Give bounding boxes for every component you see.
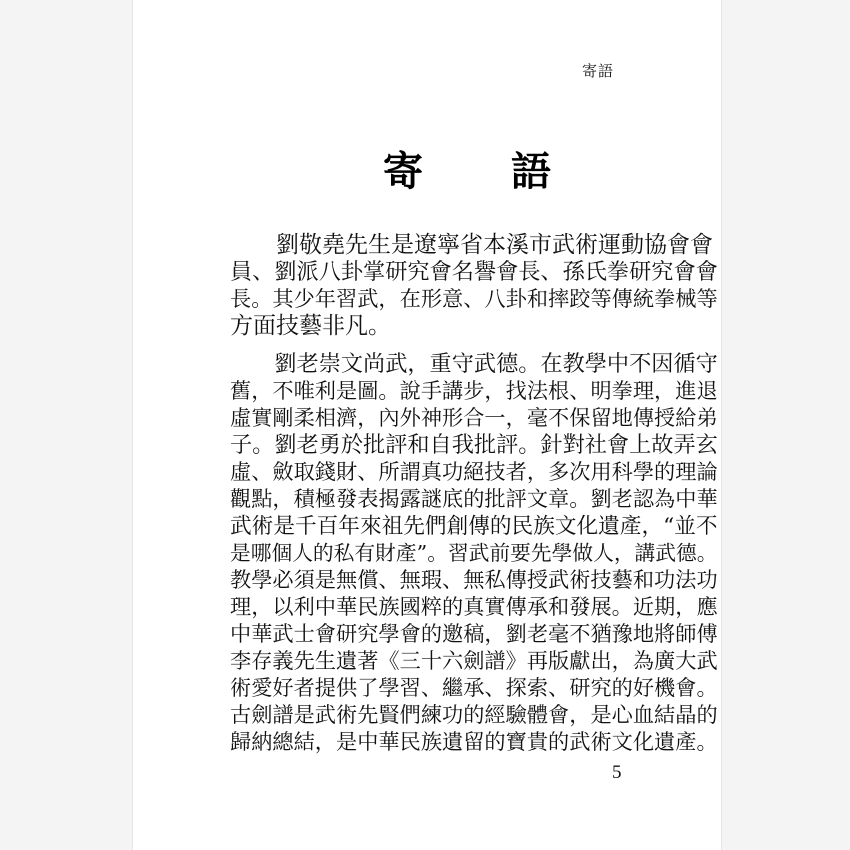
page-number: 5 <box>612 762 622 783</box>
paragraph-2-line-8: 是哪個人的私有財產”。習武前要先學做人，講武德。 <box>230 541 718 565</box>
paragraph-2-line-12: 李存義先生遺著《三十六劍譜》再版獻出，為廣大武 <box>230 649 718 674</box>
paragraph-1-line-1: 劉敬堯先生是遼寧省本溪市武術運動協會會 <box>230 232 713 258</box>
paragraph-1-line-4: 方面技藝非凡。 <box>230 313 391 339</box>
paragraph-2-line-7: 武術是千百年來祖先們創傳的民族文化遺產，“並不 <box>230 514 718 539</box>
paragraph-1-line-2: 員、劉派八卦掌研究會名譽會長、孫氏拳研究會會 <box>230 259 718 285</box>
paragraph-2-line-10: 理，以利中華民族國粹的真實傳承和發展。近期，應 <box>230 595 718 620</box>
paragraph-2-line-9: 教學必須是無償、無瑕、無私傳授武術技藝和功法功 <box>230 568 718 593</box>
page-title: 寄 語 <box>383 148 575 195</box>
paragraph-2-line-1: 劉老崇文尚武，重守武德。在教學中不因循守 <box>230 351 718 377</box>
running-head: 寄語 <box>582 62 615 80</box>
paragraph-2-line-5: 虛、斂取錢財、所謂真功絕技者，多次用科學的理論 <box>230 460 718 485</box>
paragraph-2-line-3: 虛實剛柔相濟，內外神形合一，毫不保留地傳授給弟 <box>230 406 718 431</box>
paragraph-1-line-3: 長。其少年習武，在形意、八卦和摔跤等傳統拳械等 <box>230 287 718 312</box>
paragraph-2-line-13: 術愛好者提供了學習、繼承、探索、研究的好機會。 <box>230 676 718 701</box>
paragraph-2-line-2: 舊，不唯利是圖。說手講步，找法根、明拳理，進退 <box>230 379 718 404</box>
paragraph-2-line-14: 古劍譜是武術先賢們練功的經驗體會，是心血結晶的 <box>230 703 718 728</box>
paragraph-2-line-15: 歸納總結，是中華民族遺留的寶貴的武術文化遺產。 <box>230 730 718 755</box>
paragraph-2-line-11: 中華武士會研究學會的邀稿，劉老毫不猶豫地將師傅 <box>230 622 718 647</box>
paragraph-2-line-4: 子。劉老勇於批評和自我批評。針對社會上故弄玄 <box>230 432 718 458</box>
paragraph-2-line-6: 觀點，積極發表揭露謎底的批評文章。劉老認為中華 <box>230 487 718 512</box>
